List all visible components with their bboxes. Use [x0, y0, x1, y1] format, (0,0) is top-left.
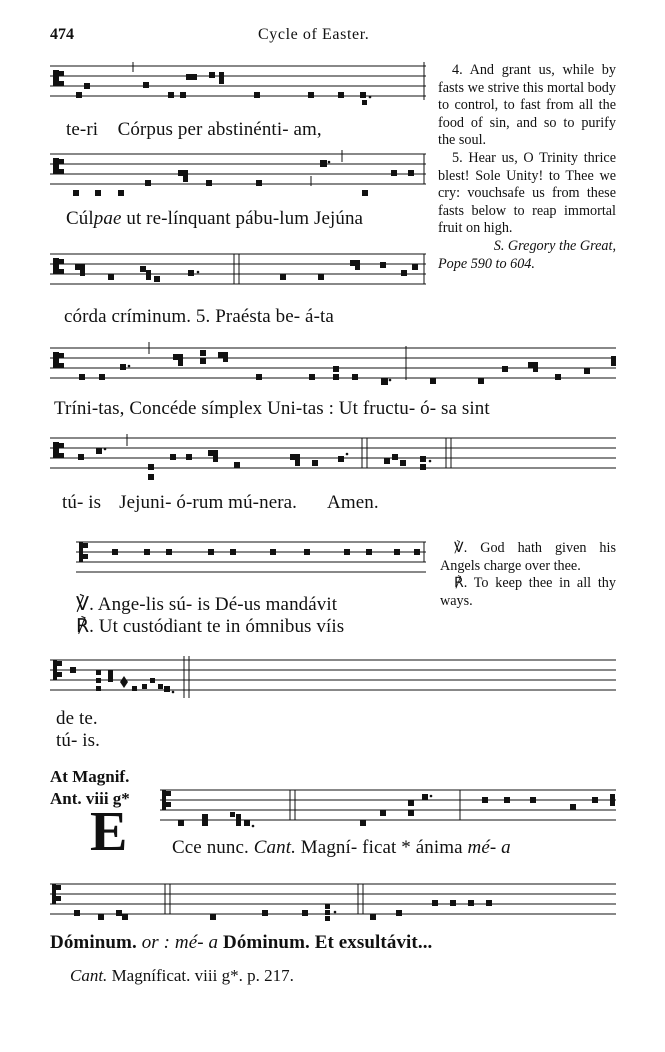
chant-staff-5 [50, 434, 618, 484]
versicle-ending-1: de te. [56, 708, 98, 729]
translation-attribution: S. Gregory the Great, [493, 237, 616, 254]
hymn-lyric-5: tú- is Jejuni- ó-rum mú-nera. Amen. [62, 492, 379, 513]
translation-attribution-2: Pope 590 to 604. [438, 255, 535, 272]
hymn-translation [438, 62, 616, 273]
versicle-v-latin: ℣. Ange-lis sú- is Dé-us mandávit [76, 594, 338, 615]
antiphon-label-1: At Magnif. [50, 767, 130, 786]
versicle-latin [76, 594, 344, 638]
versicle-r-latin: ℟. Ut custódiant te in ómnibus víis [76, 616, 345, 637]
chant-staff-1 [50, 62, 428, 110]
versicle-staff [76, 538, 428, 578]
versicle-english [440, 540, 616, 610]
hymn-lyric-4: Tríni-tas, Concéde símplex Uni-tas : Ut fructu- ó- sa sint [54, 398, 490, 419]
versicle-v-english: ℣. God hath given his Angels charge over thee. [440, 540, 616, 574]
chant-staff-2 [50, 150, 428, 200]
versicle-ending-staff [50, 656, 618, 700]
canticle-reference: Cant. Magníficat. viii g*. p. 217. [70, 966, 294, 985]
versicle-ending [56, 708, 100, 752]
hymn-lyric-2: Cúlpae ut re-línquant pábu-lum Jejúna [66, 208, 364, 229]
page-number: 474 [50, 26, 74, 43]
chant-staff-4 [50, 342, 618, 390]
antiphon-lyric-1: Cce nunc. Cant. Magní- ficat * ánima mé- a [172, 837, 511, 858]
running-title: Cycle of Easter. [258, 26, 370, 43]
translation-stanza-5: 5. Hear us, O Trinity thrice blest! Sole Unity! to Thee we cry: vouchsafe us from these fasts below to reap immortal fruit on high. [438, 149, 616, 237]
translation-stanza-4: 4. And grant us, while by fasts we strive this mortal body to control, to fast from all the food of sin, and so to purify the soul. [438, 62, 616, 149]
antiphon-staff-2 [50, 880, 618, 926]
versicle-ending-2: tú- is. [56, 730, 100, 751]
versicle-r-english: ℟. To keep thee in all thy ways. [440, 575, 616, 609]
antiphon-lyric-2: Dóminum. or : mé- a Dóminum. Et exsultávit... [50, 932, 433, 953]
hymn-lyric-3: córda críminum. 5. Praésta be- á-ta [64, 306, 334, 327]
chant-staff-3 [50, 250, 428, 292]
hymn-lyric-1: te-ri Córpus per abstinénti- am, [66, 119, 322, 140]
antiphon-staff-1 [160, 786, 618, 834]
antiphon-label-2: Ant. viii g* [50, 789, 130, 808]
antiphon-initial: E [90, 801, 128, 863]
